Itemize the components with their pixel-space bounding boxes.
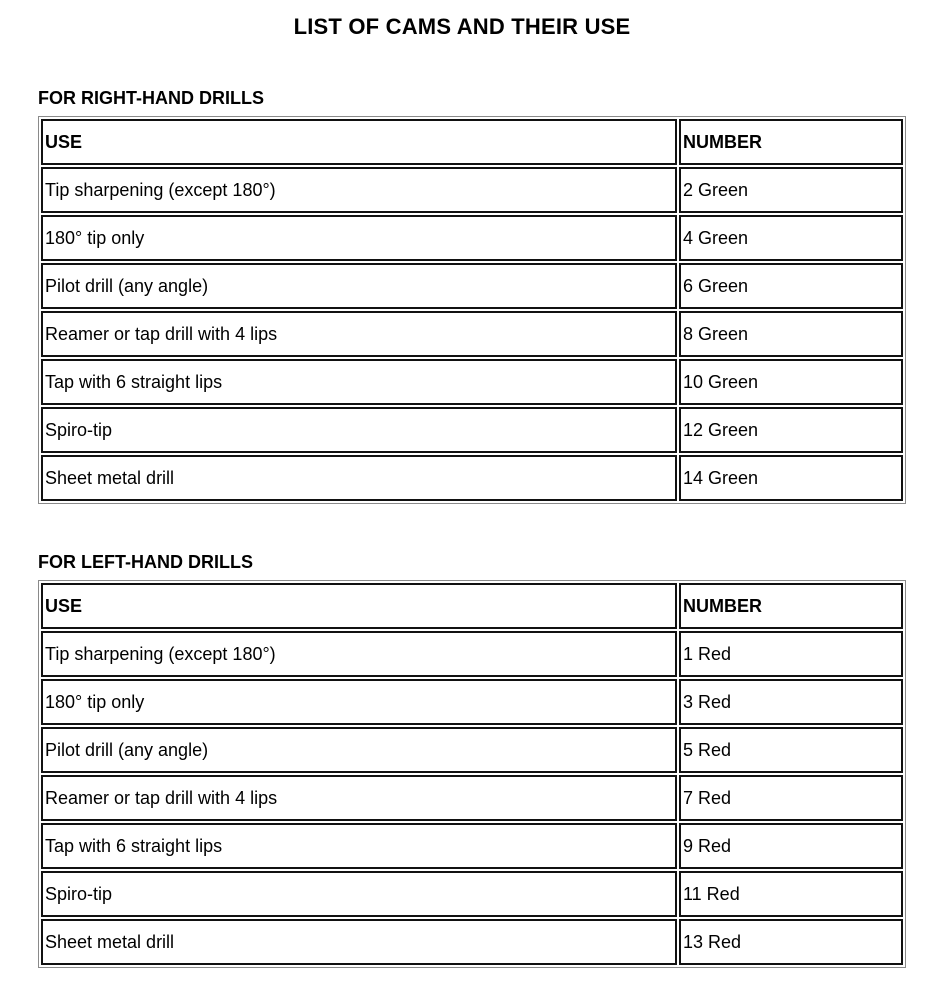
table-row — [41, 727, 903, 773]
table-row — [41, 823, 903, 869]
use-cell: Sheet metal drill — [41, 919, 677, 965]
number-cell: 11 Red — [679, 871, 903, 917]
use-cell: 180° tip only — [41, 679, 677, 725]
right-hand-cam-table — [38, 116, 906, 504]
table-row — [41, 407, 903, 453]
use-cell: Tap with 6 straight lips — [41, 359, 677, 405]
table-header-row — [41, 583, 903, 629]
number-cell: 1 Red — [679, 631, 903, 677]
table-row — [41, 311, 903, 357]
table-row — [41, 359, 903, 405]
number-cell: 12 Green — [679, 407, 903, 453]
table-row — [41, 455, 903, 501]
use-cell: Spiro-tip — [41, 871, 677, 917]
table-row — [41, 631, 903, 677]
number-cell: 9 Red — [679, 823, 903, 869]
number-column-header: NUMBER — [679, 119, 903, 165]
table-row — [41, 263, 903, 309]
use-cell: Spiro-tip — [41, 407, 677, 453]
number-cell: 6 Green — [679, 263, 903, 309]
number-cell: 5 Red — [679, 727, 903, 773]
table-row — [41, 871, 903, 917]
right-hand-heading: FOR RIGHT-HAND DRILLS — [38, 88, 264, 108]
use-cell: Pilot drill (any angle) — [41, 727, 677, 773]
use-cell: Reamer or tap drill with 4 lips — [41, 775, 677, 821]
use-cell: 180° tip only — [41, 215, 677, 261]
number-cell: 10 Green — [679, 359, 903, 405]
number-cell: 13 Red — [679, 919, 903, 965]
use-cell: Pilot drill (any angle) — [41, 263, 677, 309]
left-hand-heading: FOR LEFT-HAND DRILLS — [38, 552, 253, 572]
number-cell: 2 Green — [679, 167, 903, 213]
use-cell: Sheet metal drill — [41, 455, 677, 501]
left-hand-section — [38, 550, 906, 968]
table-row — [41, 215, 903, 261]
use-cell: Tip sharpening (except 180°) — [41, 631, 677, 677]
table-row — [41, 679, 903, 725]
use-cell: Tap with 6 straight lips — [41, 823, 677, 869]
use-column-header: USE — [41, 119, 677, 165]
use-cell: Tip sharpening (except 180°) — [41, 167, 677, 213]
number-column-header: NUMBER — [679, 583, 903, 629]
right-hand-section — [38, 86, 906, 504]
page-title: LIST OF CAMS AND THEIR USE — [293, 14, 631, 39]
number-cell: 3 Red — [679, 679, 903, 725]
number-cell: 14 Green — [679, 455, 903, 501]
number-cell: 7 Red — [679, 775, 903, 821]
use-cell: Reamer or tap drill with 4 lips — [41, 311, 677, 357]
use-column-header: USE — [41, 583, 677, 629]
table-row — [41, 919, 903, 965]
table-row — [41, 167, 903, 213]
table-row — [41, 775, 903, 821]
table-header-row — [41, 119, 903, 165]
number-cell: 8 Green — [679, 311, 903, 357]
number-cell: 4 Green — [679, 215, 903, 261]
left-hand-cam-table — [38, 580, 906, 968]
